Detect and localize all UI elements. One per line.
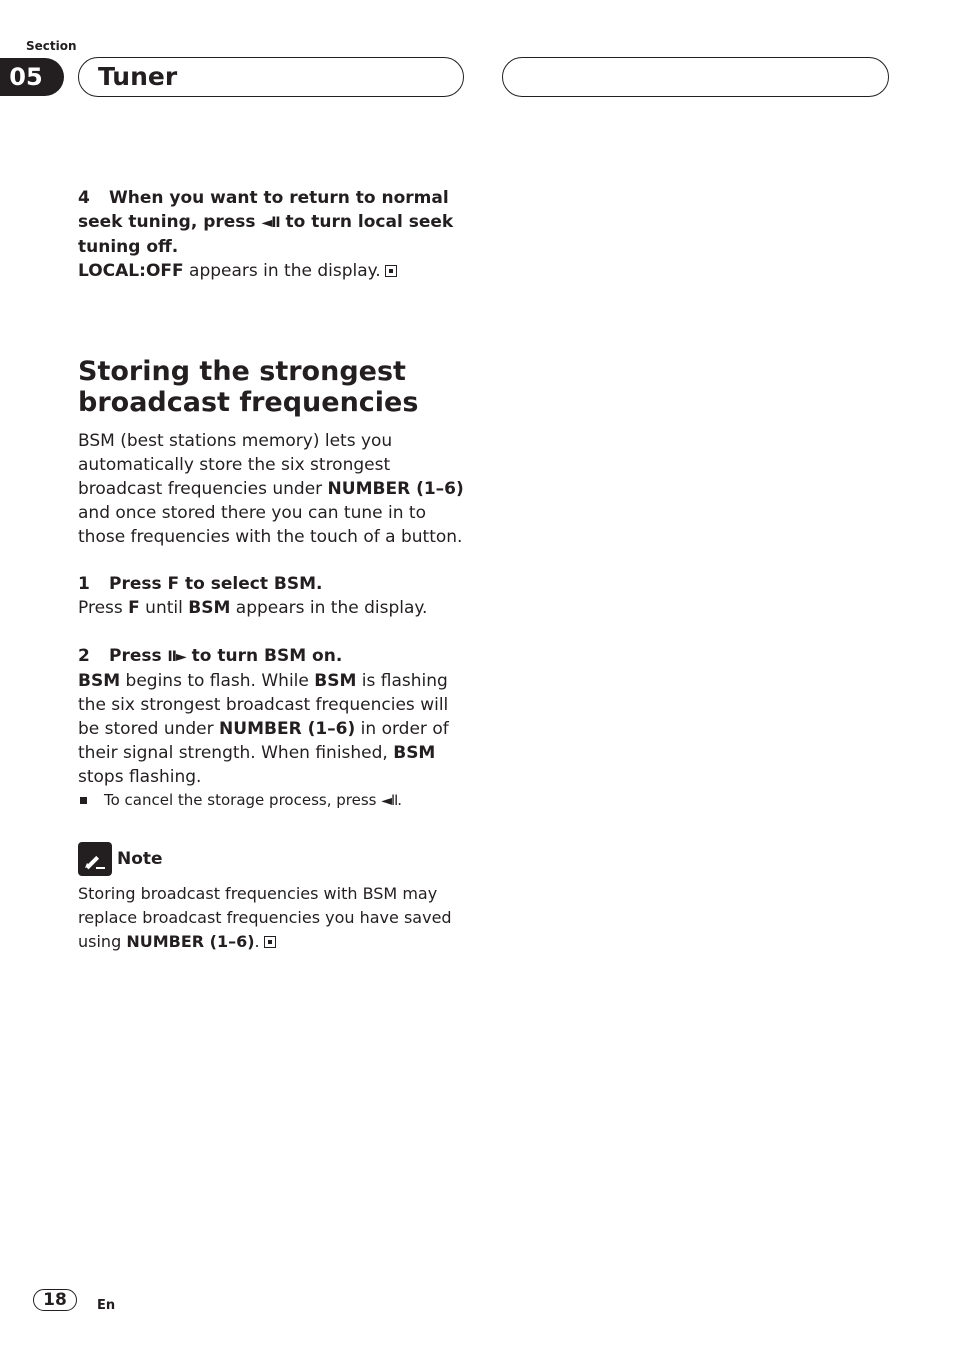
section-label: Section <box>26 39 77 53</box>
step-2-heading: 2 Press II► to turn BSM on. <box>78 646 343 666</box>
section-number-tab <box>0 58 64 96</box>
step-2-body: BSM begins to flash. While BSM is flashing the six strongest broadcast frequencies will be stored under NUMBER (1–6) in order of their signal strength. When finished, BSM stops flashing. <box>78 671 449 787</box>
section-number: 05 <box>9 63 43 91</box>
end-mark-icon <box>264 936 276 948</box>
cancel-bullet: To cancel the storage process, press ◄II. <box>78 789 466 812</box>
header-blank-box <box>502 57 889 97</box>
end-mark-icon <box>385 265 397 277</box>
step-4-body: LOCAL:OFF appears in the display. <box>78 259 466 283</box>
step-4-heading: 4 When you want to return to normal seek tuning, press ◄II to turn local seek tuning off. <box>78 188 454 257</box>
page-number: 18 <box>33 1289 77 1311</box>
note-heading: Note <box>78 842 466 876</box>
step-1-body: Press F until BSM appears in the display. <box>78 598 428 618</box>
note-pencil-icon <box>78 842 112 876</box>
main-column <box>78 186 466 954</box>
pause-back-icon: ◄II <box>381 793 398 809</box>
pause-back-icon: ◄II <box>261 215 280 231</box>
bullet-square-icon <box>80 797 87 804</box>
pause-forward-icon: II► <box>167 649 186 665</box>
language-code: En <box>97 1298 116 1313</box>
bsm-intro: BSM (best stations memory) lets you automatically store the six strongest broadcast frequencies under NUMBER (1–6) and once stored there you can tune in to those frequencies with the touch of a button. <box>78 431 464 547</box>
step-1-heading: 1 Press F to select BSM. <box>78 574 323 594</box>
section-heading: Storing the strongest broadcast frequencies <box>78 356 419 418</box>
chapter-title: Tuner <box>78 57 464 97</box>
note-text: Storing broadcast frequencies with BSM may replace broadcast frequencies you have saved using NUMBER (1–6). <box>78 884 452 951</box>
